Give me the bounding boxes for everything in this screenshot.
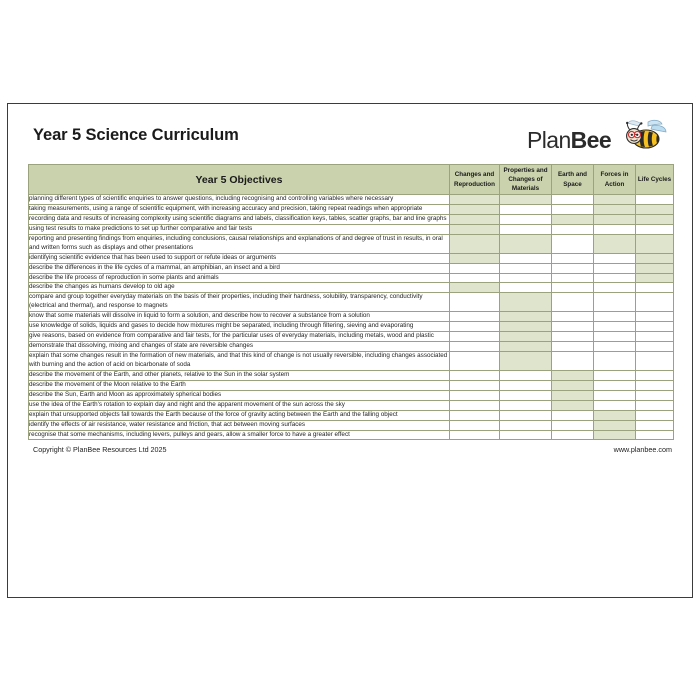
table-row <box>29 214 674 224</box>
table-body <box>29 195 674 440</box>
coverage-cell <box>594 214 636 224</box>
coverage-cell <box>500 380 552 390</box>
table-row <box>29 224 674 234</box>
coverage-cell <box>594 253 636 263</box>
table-row <box>29 322 674 332</box>
objective-cell: describe the changes as humans develop to old age <box>29 283 450 293</box>
objective-cell: using test results to make predictions to set up further comparative and fair tests <box>29 224 450 234</box>
coverage-cell <box>594 234 636 253</box>
coverage-cell <box>552 195 594 205</box>
coverage-cell <box>594 283 636 293</box>
coverage-cell <box>636 195 674 205</box>
coverage-cell <box>500 410 552 420</box>
coverage-cell <box>450 410 500 420</box>
coverage-cell <box>636 430 674 440</box>
coverage-cell <box>594 352 636 371</box>
document-page <box>7 103 693 598</box>
coverage-cell <box>594 410 636 420</box>
table-row <box>29 332 674 342</box>
coverage-cell <box>500 332 552 342</box>
coverage-cell <box>636 273 674 283</box>
objective-cell: recognise that some mechanisms, including levers, pulleys and gears, allow a smaller force to have a greater effect <box>29 430 450 440</box>
coverage-cell <box>450 380 500 390</box>
coverage-cell <box>636 390 674 400</box>
coverage-cell <box>594 263 636 273</box>
coverage-cell <box>594 204 636 214</box>
logo-text-bee: Bee <box>570 127 612 153</box>
coverage-cell <box>500 322 552 332</box>
column-header-changes-and-reproduction: Changes and Reproduction <box>450 165 500 195</box>
coverage-cell <box>450 195 500 205</box>
coverage-cell <box>636 312 674 322</box>
objective-cell: compare and group together everyday materials on the basis of their properties, including their hardness, solubility, transparency, conductivity (electrical and thermal), and response to magnets <box>29 293 450 312</box>
coverage-cell <box>636 420 674 430</box>
page-title: Year 5 Science Curriculum <box>33 126 239 144</box>
coverage-cell <box>500 214 552 224</box>
copyright-text: Copyright © PlanBee Resources Ltd 2025 <box>33 445 167 455</box>
coverage-cell <box>500 283 552 293</box>
coverage-cell <box>594 390 636 400</box>
coverage-cell <box>594 195 636 205</box>
coverage-cell <box>450 224 500 234</box>
coverage-cell <box>594 370 636 380</box>
coverage-cell <box>552 234 594 253</box>
table-row <box>29 312 674 322</box>
coverage-cell <box>636 293 674 312</box>
column-header-life-cycles: Life Cycles <box>636 165 674 195</box>
table-row <box>29 204 674 214</box>
coverage-cell <box>450 390 500 400</box>
coverage-cell <box>450 312 500 322</box>
coverage-cell <box>450 293 500 312</box>
table-row <box>29 293 674 312</box>
coverage-cell <box>552 420 594 430</box>
coverage-cell <box>450 400 500 410</box>
coverage-cell <box>552 410 594 420</box>
coverage-cell <box>450 420 500 430</box>
coverage-cell <box>552 352 594 371</box>
document-header <box>28 118 674 162</box>
coverage-cell <box>552 390 594 400</box>
coverage-cell <box>636 410 674 420</box>
coverage-cell <box>500 430 552 440</box>
coverage-cell <box>450 342 500 352</box>
coverage-cell <box>552 342 594 352</box>
coverage-cell <box>636 224 674 234</box>
coverage-cell <box>500 204 552 214</box>
coverage-cell <box>594 420 636 430</box>
coverage-cell <box>636 263 674 273</box>
objective-cell: reporting and presenting findings from enquiries, including conclusions, causal relationships and explanations of and degree of trust in results, in oral and written forms such as displays and other presentations <box>29 234 450 253</box>
coverage-cell <box>636 322 674 332</box>
coverage-cell <box>636 214 674 224</box>
logo-wordmark <box>527 127 611 154</box>
coverage-cell <box>450 234 500 253</box>
coverage-cell <box>500 253 552 263</box>
coverage-cell <box>500 312 552 322</box>
table-row <box>29 273 674 283</box>
table-row <box>29 263 674 273</box>
coverage-cell <box>552 312 594 322</box>
table-row <box>29 342 674 352</box>
coverage-cell <box>450 430 500 440</box>
coverage-cell <box>552 224 594 234</box>
objective-cell: describe the differences in the life cycles of a mammal, an amphibian, an insect and a bird <box>29 263 450 273</box>
page-content <box>28 118 674 584</box>
table-row <box>29 380 674 390</box>
coverage-cell <box>636 342 674 352</box>
coverage-cell <box>594 400 636 410</box>
coverage-cell <box>500 400 552 410</box>
coverage-cell <box>594 224 636 234</box>
table-row <box>29 420 674 430</box>
objective-cell: use knowledge of solids, liquids and gases to decide how mixtures might be separated, including through filtering, sieving and evaporating <box>29 322 450 332</box>
table-row <box>29 234 674 253</box>
coverage-cell <box>594 273 636 283</box>
coverage-cell <box>636 352 674 371</box>
coverage-cell <box>500 195 552 205</box>
table-row <box>29 283 674 293</box>
coverage-cell <box>500 224 552 234</box>
planbee-logo <box>524 118 674 160</box>
coverage-cell <box>500 352 552 371</box>
objective-cell: give reasons, based on evidence from comparative and fair tests, for the particular uses of everyday materials, including metals, wood and plastic <box>29 332 450 342</box>
coverage-cell <box>500 420 552 430</box>
coverage-cell <box>450 263 500 273</box>
coverage-cell <box>500 263 552 273</box>
coverage-cell <box>500 293 552 312</box>
coverage-cell <box>552 273 594 283</box>
coverage-cell <box>594 332 636 342</box>
document-footer <box>28 443 674 461</box>
table-row <box>29 253 674 263</box>
coverage-cell <box>500 273 552 283</box>
logo-text-plan: Plan <box>527 127 571 153</box>
coverage-cell <box>450 253 500 263</box>
curriculum-table <box>28 164 674 440</box>
table-header-row <box>29 165 674 195</box>
coverage-cell <box>552 204 594 214</box>
coverage-cell <box>636 204 674 214</box>
bee-icon <box>622 119 668 155</box>
coverage-cell <box>636 400 674 410</box>
objective-cell: explain that some changes result in the formation of new materials, and that this kind of change is not usually reversible, including changes associated with burning and the action of acid on bicarbonate of soda <box>29 352 450 371</box>
coverage-cell <box>500 342 552 352</box>
objective-cell: use the idea of the Earth's rotation to explain day and night and the apparent movement of the sun across the sky <box>29 400 450 410</box>
objective-cell: describe the movement of the Earth, and other planets, relative to the Sun in the solar system <box>29 370 450 380</box>
coverage-cell <box>450 273 500 283</box>
coverage-cell <box>450 352 500 371</box>
coverage-cell <box>450 322 500 332</box>
coverage-cell <box>594 380 636 390</box>
website-text: www.planbee.com <box>613 445 672 455</box>
coverage-cell <box>636 332 674 342</box>
column-header-objectives: Year 5 Objectives <box>29 165 450 195</box>
objective-cell: recording data and results of increasing complexity using scientific diagrams and labels, classification keys, tables, scatter graphs, bar and line graphs <box>29 214 450 224</box>
coverage-cell <box>636 234 674 253</box>
objective-cell: identifying scientific evidence that has been used to support or refute ideas or arguments <box>29 253 450 263</box>
column-header-forces-in-action: Forces in Action <box>594 165 636 195</box>
coverage-cell <box>552 370 594 380</box>
coverage-cell <box>450 204 500 214</box>
table-row <box>29 410 674 420</box>
objective-cell: identify the effects of air resistance, water resistance and friction, that act between moving surfaces <box>29 420 450 430</box>
table-row <box>29 370 674 380</box>
coverage-cell <box>636 380 674 390</box>
table-row <box>29 390 674 400</box>
objective-cell: know that some materials will dissolve in liquid to form a solution, and describe how to recover a substance from a solution <box>29 312 450 322</box>
coverage-cell <box>552 283 594 293</box>
coverage-cell <box>552 430 594 440</box>
coverage-cell <box>450 332 500 342</box>
objective-cell: taking measurements, using a range of scientific equipment, with increasing accuracy and precision, taking repeat readings when appropriate <box>29 204 450 214</box>
coverage-cell <box>552 293 594 312</box>
table-row <box>29 195 674 205</box>
objective-cell: describe the Sun, Earth and Moon as approximately spherical bodies <box>29 390 450 400</box>
coverage-cell <box>594 342 636 352</box>
coverage-cell <box>594 293 636 312</box>
table-row <box>29 352 674 371</box>
column-header-properties-and-changes-of-materials: Properties and Changes of Materials <box>500 165 552 195</box>
coverage-cell <box>552 253 594 263</box>
coverage-cell <box>552 380 594 390</box>
coverage-cell <box>552 322 594 332</box>
coverage-cell <box>552 400 594 410</box>
coverage-cell <box>450 214 500 224</box>
table-row <box>29 400 674 410</box>
objective-cell: describe the life process of reproduction in some plants and animals <box>29 273 450 283</box>
coverage-cell <box>552 214 594 224</box>
objective-cell: demonstrate that dissolving, mixing and changes of state are reversible changes <box>29 342 450 352</box>
objective-cell: describe the movement of the Moon relative to the Earth <box>29 380 450 390</box>
table-head <box>29 165 674 195</box>
coverage-cell <box>636 283 674 293</box>
objective-cell: planning different types of scientific enquiries to answer questions, including recognising and controlling variables where necessary <box>29 195 450 205</box>
coverage-cell <box>500 370 552 380</box>
coverage-cell <box>594 312 636 322</box>
coverage-cell <box>636 370 674 380</box>
objective-cell: explain that unsupported objects fall towards the Earth because of the force of gravity acting between the Earth and the falling object <box>29 410 450 420</box>
column-header-earth-and-space: Earth and Space <box>552 165 594 195</box>
coverage-cell <box>500 390 552 400</box>
table-row <box>29 430 674 440</box>
coverage-cell <box>636 253 674 263</box>
coverage-cell <box>552 332 594 342</box>
coverage-cell <box>594 322 636 332</box>
coverage-cell <box>500 234 552 253</box>
coverage-cell <box>552 263 594 273</box>
coverage-cell <box>450 370 500 380</box>
coverage-cell <box>594 430 636 440</box>
coverage-cell <box>450 283 500 293</box>
